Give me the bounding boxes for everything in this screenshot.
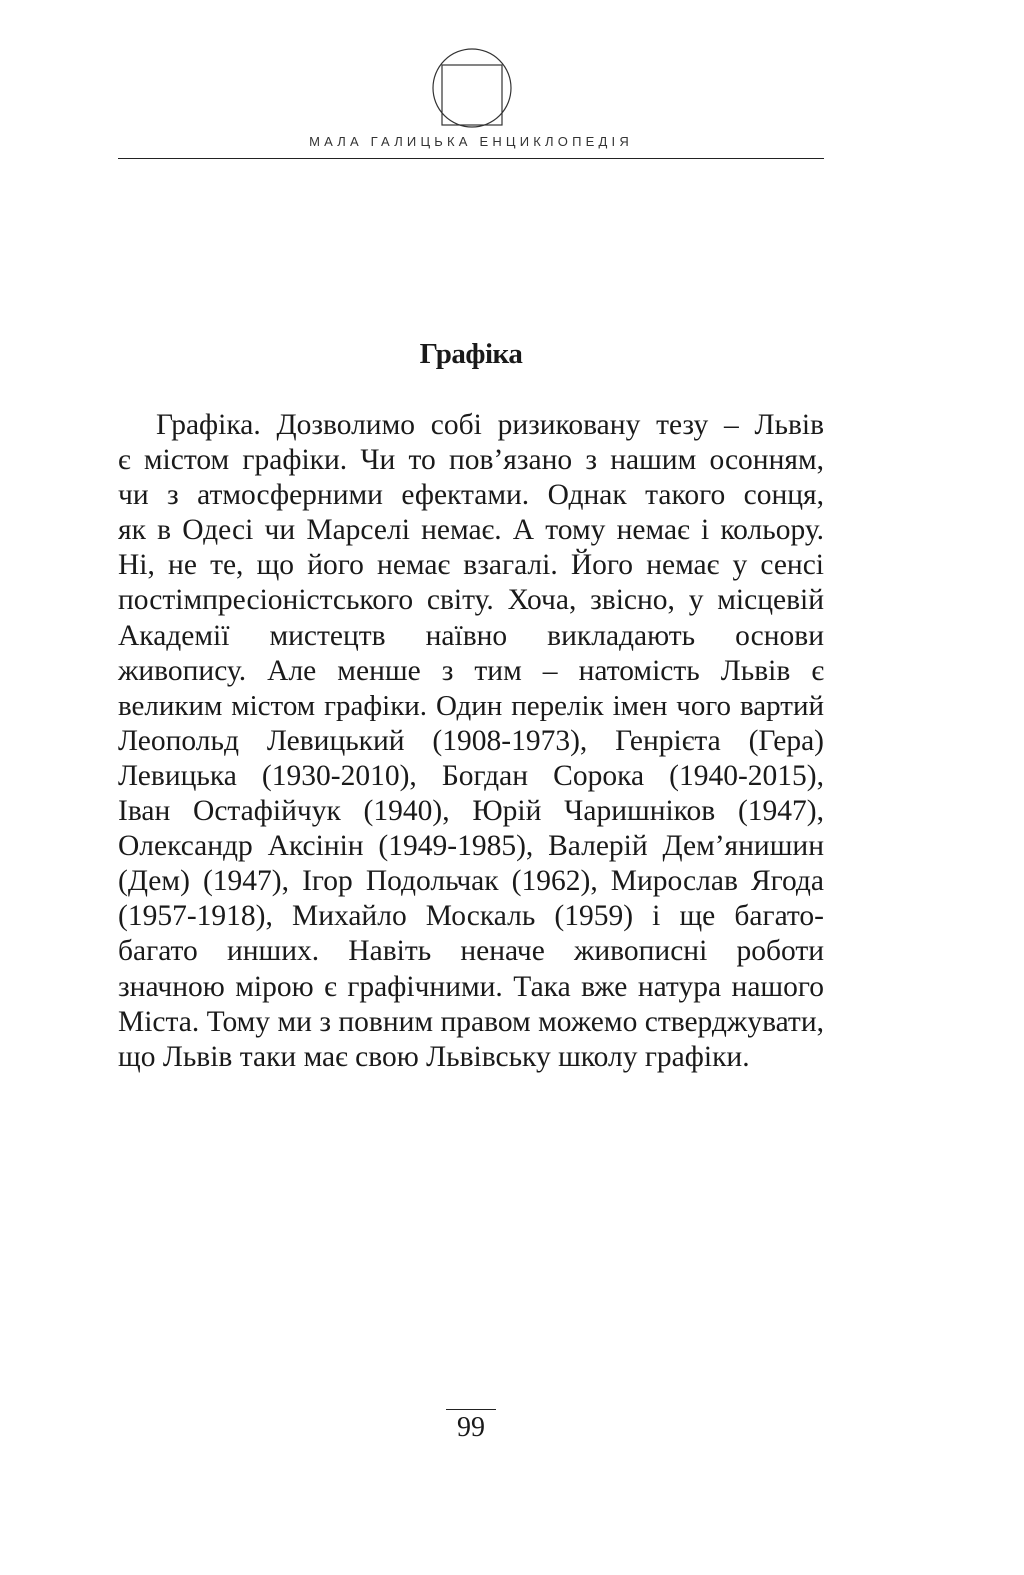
page-number: 99 <box>446 1409 496 1446</box>
body-line: (1957-1918), Михайло Москаль (1959) і ще багато- <box>118 900 824 933</box>
body-line: чи з атмосферними ефектами. Однак такого сонця, <box>118 479 824 512</box>
body-line: Олександр Аксінін (1949-1985), Валерій Дем’янишин <box>118 830 824 863</box>
body-line: багато инших. Навіть неначе живописні роботи <box>118 935 824 968</box>
body-line: є містом графіки. Чи то пов’язано з нашим осонням, <box>118 444 824 477</box>
body-line: (Дем) (1947), Ігор Подольчак (1962), Мирослав Ягода <box>118 865 824 898</box>
body-line: Левицька (1930-2010), Богдан Сорока (1940-2015), <box>118 759 824 792</box>
body-line: великим містом графіки. Один перелік імен чого вартий <box>118 689 824 722</box>
body-line: Академії мистецтв наївно викладають основи <box>118 619 824 652</box>
body-line: як в Одесі чи Марселі немає. А тому немає і кольору. <box>118 514 824 547</box>
body-line: значною мірою є графічними. Така вже натура нашого <box>118 970 824 1003</box>
body-line: Леопольд Левицький (1908-1973), Генрієта (Гера) <box>118 724 824 757</box>
body-line: Графіка. Дозволимо собі ризиковану тезу – Львів <box>156 409 824 441</box>
header-divider <box>118 158 824 159</box>
body-line: Іван Остафійчук (1940), Юрій Чаришніков (1947), <box>118 795 824 828</box>
circle-square-emblem-icon <box>430 46 514 130</box>
body-line: живопису. Але менше з тим – натомість Львів є <box>118 654 824 687</box>
body-line: постімпресіоністського світу. Хоча, звісно, у місцевій <box>118 584 824 617</box>
body-line: Міста. Тому ми з повним правом можемо стверджувати, <box>118 1005 824 1038</box>
body-line: Ні, не те, що його немає взагалі. Його немає у сенсі <box>118 549 824 582</box>
article-body <box>118 408 824 1075</box>
article-title: Графіка <box>419 338 523 370</box>
running-header-title: МАЛА ГАЛИЦЬКА ЕНЦИКЛОПЕДІЯ <box>309 134 633 149</box>
body-line: що Львів таки має свою Львівську школу графіки. <box>118 1040 750 1073</box>
